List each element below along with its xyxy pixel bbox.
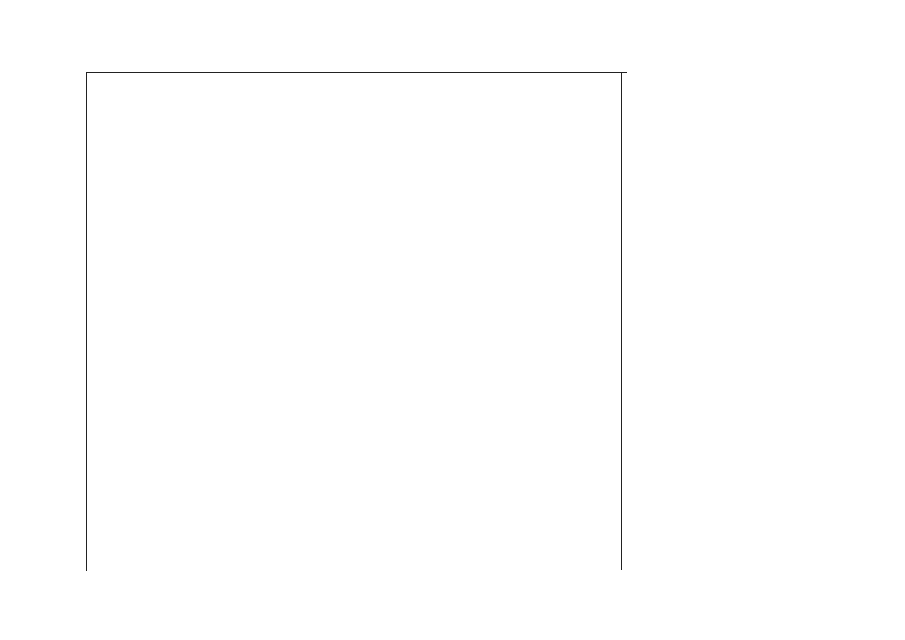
table-right-border [621, 72, 622, 570]
budget-table [86, 72, 627, 571]
